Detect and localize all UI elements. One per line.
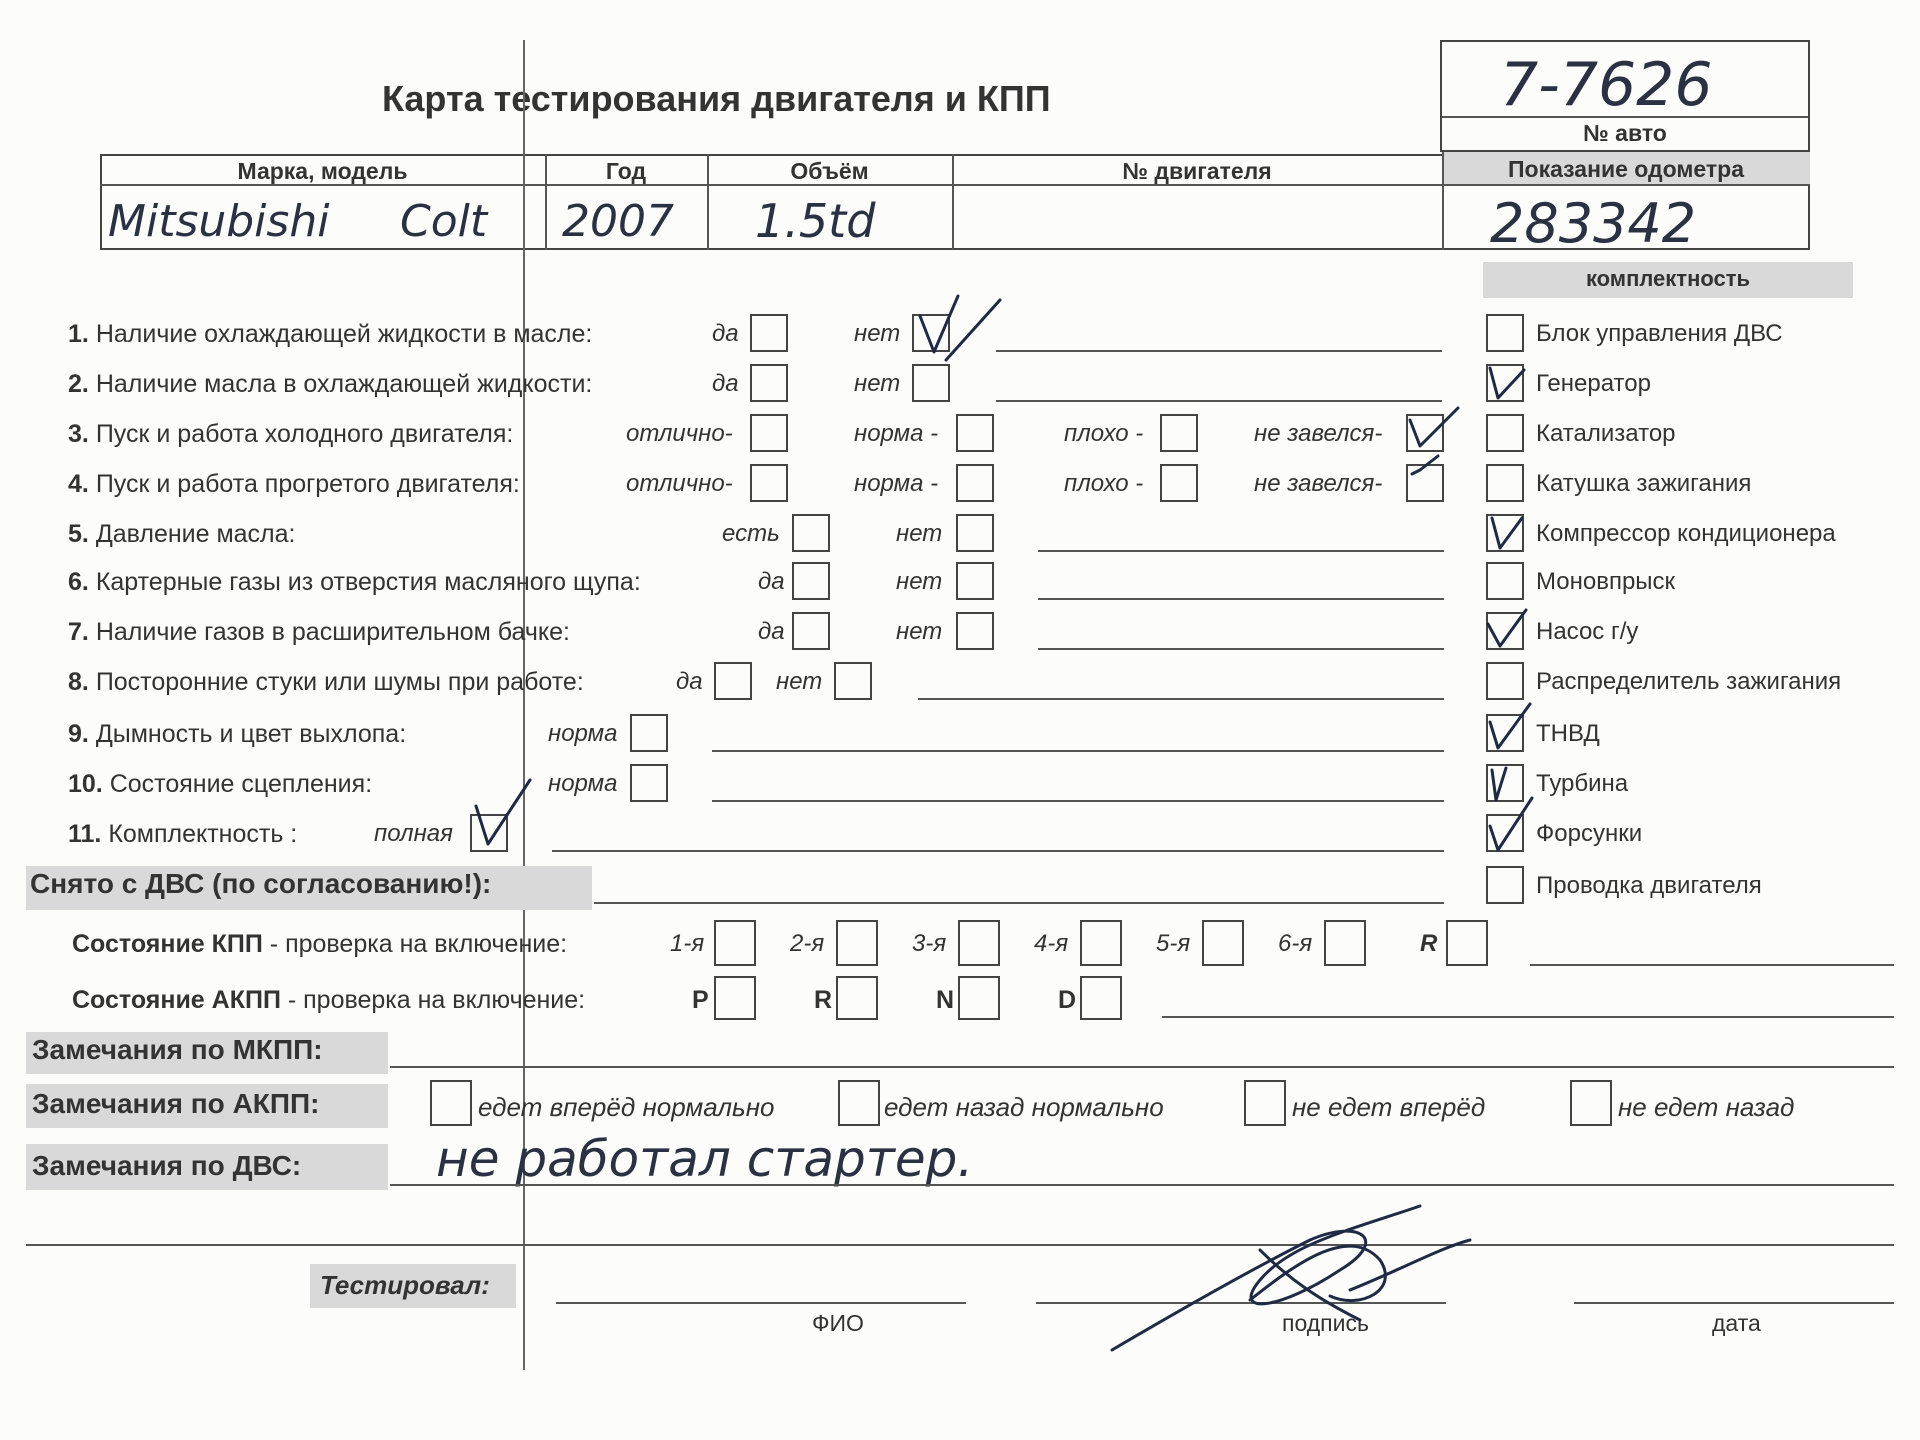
auto-remark-option: не едет назад <box>1618 1092 1795 1122</box>
question-number: 11. <box>68 820 102 848</box>
name-label: ФИО <box>812 1310 864 1336</box>
completeness-item-label: ТНВД <box>1536 720 1600 747</box>
option-label: отлично- <box>626 470 733 497</box>
question-text: Посторонние стуки или шумы при работе: <box>95 668 584 696</box>
option-label: не завелся- <box>1254 420 1383 447</box>
completeness-item-label: Катушка зажигания <box>1536 470 1752 497</box>
auto-gearbox-label-bold: Состояние АКПП <box>72 986 281 1014</box>
question-text: Наличие газов в расширительном бачке: <box>95 618 570 646</box>
option-label: нет <box>776 668 823 695</box>
option-label: да <box>712 370 739 397</box>
car-number-value: 7-7626 <box>1500 50 1713 120</box>
option-label: не завелся- <box>1254 470 1383 497</box>
gear-label: R <box>1420 930 1438 957</box>
manual-gearbox-label-rest: - проверка на включение: <box>262 930 568 958</box>
option-label: да <box>758 618 785 645</box>
option-label: отлично- <box>626 420 733 447</box>
option-label: плохо - <box>1064 420 1144 447</box>
option-label: норма - <box>854 470 939 497</box>
gear-label: 4-я <box>1034 930 1069 957</box>
option-label: нет <box>854 320 901 347</box>
check-mark-icon <box>1492 518 1522 548</box>
question-number: 1. <box>68 320 89 348</box>
option-label: норма <box>548 770 618 797</box>
option-label: есть <box>722 520 780 547</box>
question-text: Пуск и работа прогретого двигателя: <box>95 470 520 498</box>
check-mark-icon <box>1488 610 1526 646</box>
gear-label: 5-я <box>1156 930 1191 957</box>
auto-gear-label: R <box>814 986 833 1014</box>
question-number: 7. <box>68 618 89 646</box>
completeness-item-label: Проводка двигателя <box>1536 872 1762 899</box>
option-label: да <box>758 568 785 595</box>
col-year: Год <box>605 158 647 184</box>
manual-gearbox-label-bold: Состояние КПП <box>72 930 263 958</box>
option-label: нет <box>854 370 901 397</box>
odometer-value: 283342 <box>1490 192 1697 255</box>
question-text: Наличие масла в охлаждающей жидкости: <box>95 370 593 398</box>
check-mark-icon <box>1490 798 1532 850</box>
question-number: 6. <box>68 568 89 596</box>
auto-remarks-label: Замечания по АКПП: <box>32 1088 320 1119</box>
question-text: Давление масла: <box>95 520 296 548</box>
gear-label: 3-я <box>912 930 947 957</box>
manual-remarks-label: Замечания по МКПП: <box>32 1034 323 1065</box>
year-value: 2007 <box>562 196 674 247</box>
check-mark-icon <box>1490 704 1530 748</box>
completeness-item-label: Форсунки <box>1536 820 1643 847</box>
question-number: 2. <box>68 370 89 398</box>
col-make-model: Марка, модель <box>237 158 408 184</box>
question-number: 10. <box>68 770 103 798</box>
question-number: 9. <box>68 720 89 748</box>
completeness-item-label: Распределитель зажигания <box>1536 668 1842 695</box>
volume-value: 1.5td <box>755 194 876 248</box>
auto-gear-label: P <box>692 986 709 1014</box>
completeness-item-label: Генератор <box>1536 370 1651 397</box>
completeness-item-label: Компрессор кондиционера <box>1536 520 1836 547</box>
signature-scribble-icon <box>1112 1206 1470 1350</box>
signature-label: подпись <box>1282 1310 1369 1336</box>
auto-gear-label: N <box>936 986 955 1014</box>
completeness-item-label: Турбина <box>1536 770 1629 797</box>
question-text: Состояние сцепления: <box>109 770 373 798</box>
car-number-label: № авто <box>1583 120 1667 146</box>
question-text: Наличие охлаждающей жидкости в масле: <box>95 320 593 348</box>
option-label: нет <box>896 520 943 547</box>
check-mark-icon <box>1410 408 1458 446</box>
col-engine-no: № двигателя <box>1122 158 1272 184</box>
check-mark-icon <box>476 780 530 844</box>
check-mark-icon <box>1412 456 1438 474</box>
completeness-item-label: Моновпрыск <box>1536 568 1676 595</box>
option-label: нет <box>896 618 943 645</box>
question-text: Комплектность : <box>108 820 298 848</box>
check-mark-icon <box>1492 768 1506 800</box>
option-label: норма - <box>854 420 939 447</box>
auto-remark-option: едет вперёд нормально <box>478 1092 775 1122</box>
removed-label: Снято с ДВС (по согласованию!): <box>30 868 492 899</box>
option-label: да <box>676 668 703 695</box>
gear-label: 6-я <box>1278 930 1313 957</box>
question-number: 5. <box>68 520 89 548</box>
engine-remarks-value: не работал стартер. <box>436 1130 974 1188</box>
engine-remarks-label: Замечания по ДВС: <box>32 1150 302 1181</box>
question-text: Пуск и работа холодного двигателя: <box>95 420 514 448</box>
page-title: Карта тестирования двигателя и КПП <box>382 78 1051 119</box>
option-label: плохо - <box>1064 470 1144 497</box>
col-odometer: Показание одометра <box>1508 156 1744 182</box>
gear-label: 1-я <box>670 930 705 957</box>
tested-label: Тестировал: <box>320 1270 490 1300</box>
auto-remark-option: не едет вперёд <box>1292 1092 1486 1122</box>
option-label: нет <box>896 568 943 595</box>
option-label: да <box>712 320 739 347</box>
question-text: Дымность и цвет выхлопа: <box>95 720 407 748</box>
completeness-title: комплектность <box>1585 266 1751 291</box>
completeness-item-label: Блок управления ДВС <box>1536 320 1783 347</box>
check-mark-icon <box>920 296 1000 360</box>
model-value: Colt <box>400 196 488 247</box>
completeness-item-label: Насос г/у <box>1536 618 1639 645</box>
auto-gear-label: D <box>1058 986 1077 1014</box>
col-volume: Объём <box>790 158 869 184</box>
question-number: 4. <box>68 470 89 498</box>
question-text: Картерные газы из отверстия масляного щупа: <box>95 568 641 596</box>
check-mark-icon <box>1490 368 1524 398</box>
question-number: 8. <box>68 668 89 696</box>
question-number: 3. <box>68 420 89 448</box>
auto-remark-option: едет назад нормально <box>884 1092 1164 1122</box>
make-value: Mitsubishi <box>108 196 330 247</box>
gear-label: 2-я <box>790 930 825 957</box>
date-label: дата <box>1712 1310 1761 1336</box>
option-label: норма <box>548 720 618 747</box>
completeness-item-label: Катализатор <box>1536 420 1676 447</box>
option-label: полная <box>374 820 453 847</box>
auto-gearbox-label-rest: - проверка на включение: <box>280 986 586 1014</box>
